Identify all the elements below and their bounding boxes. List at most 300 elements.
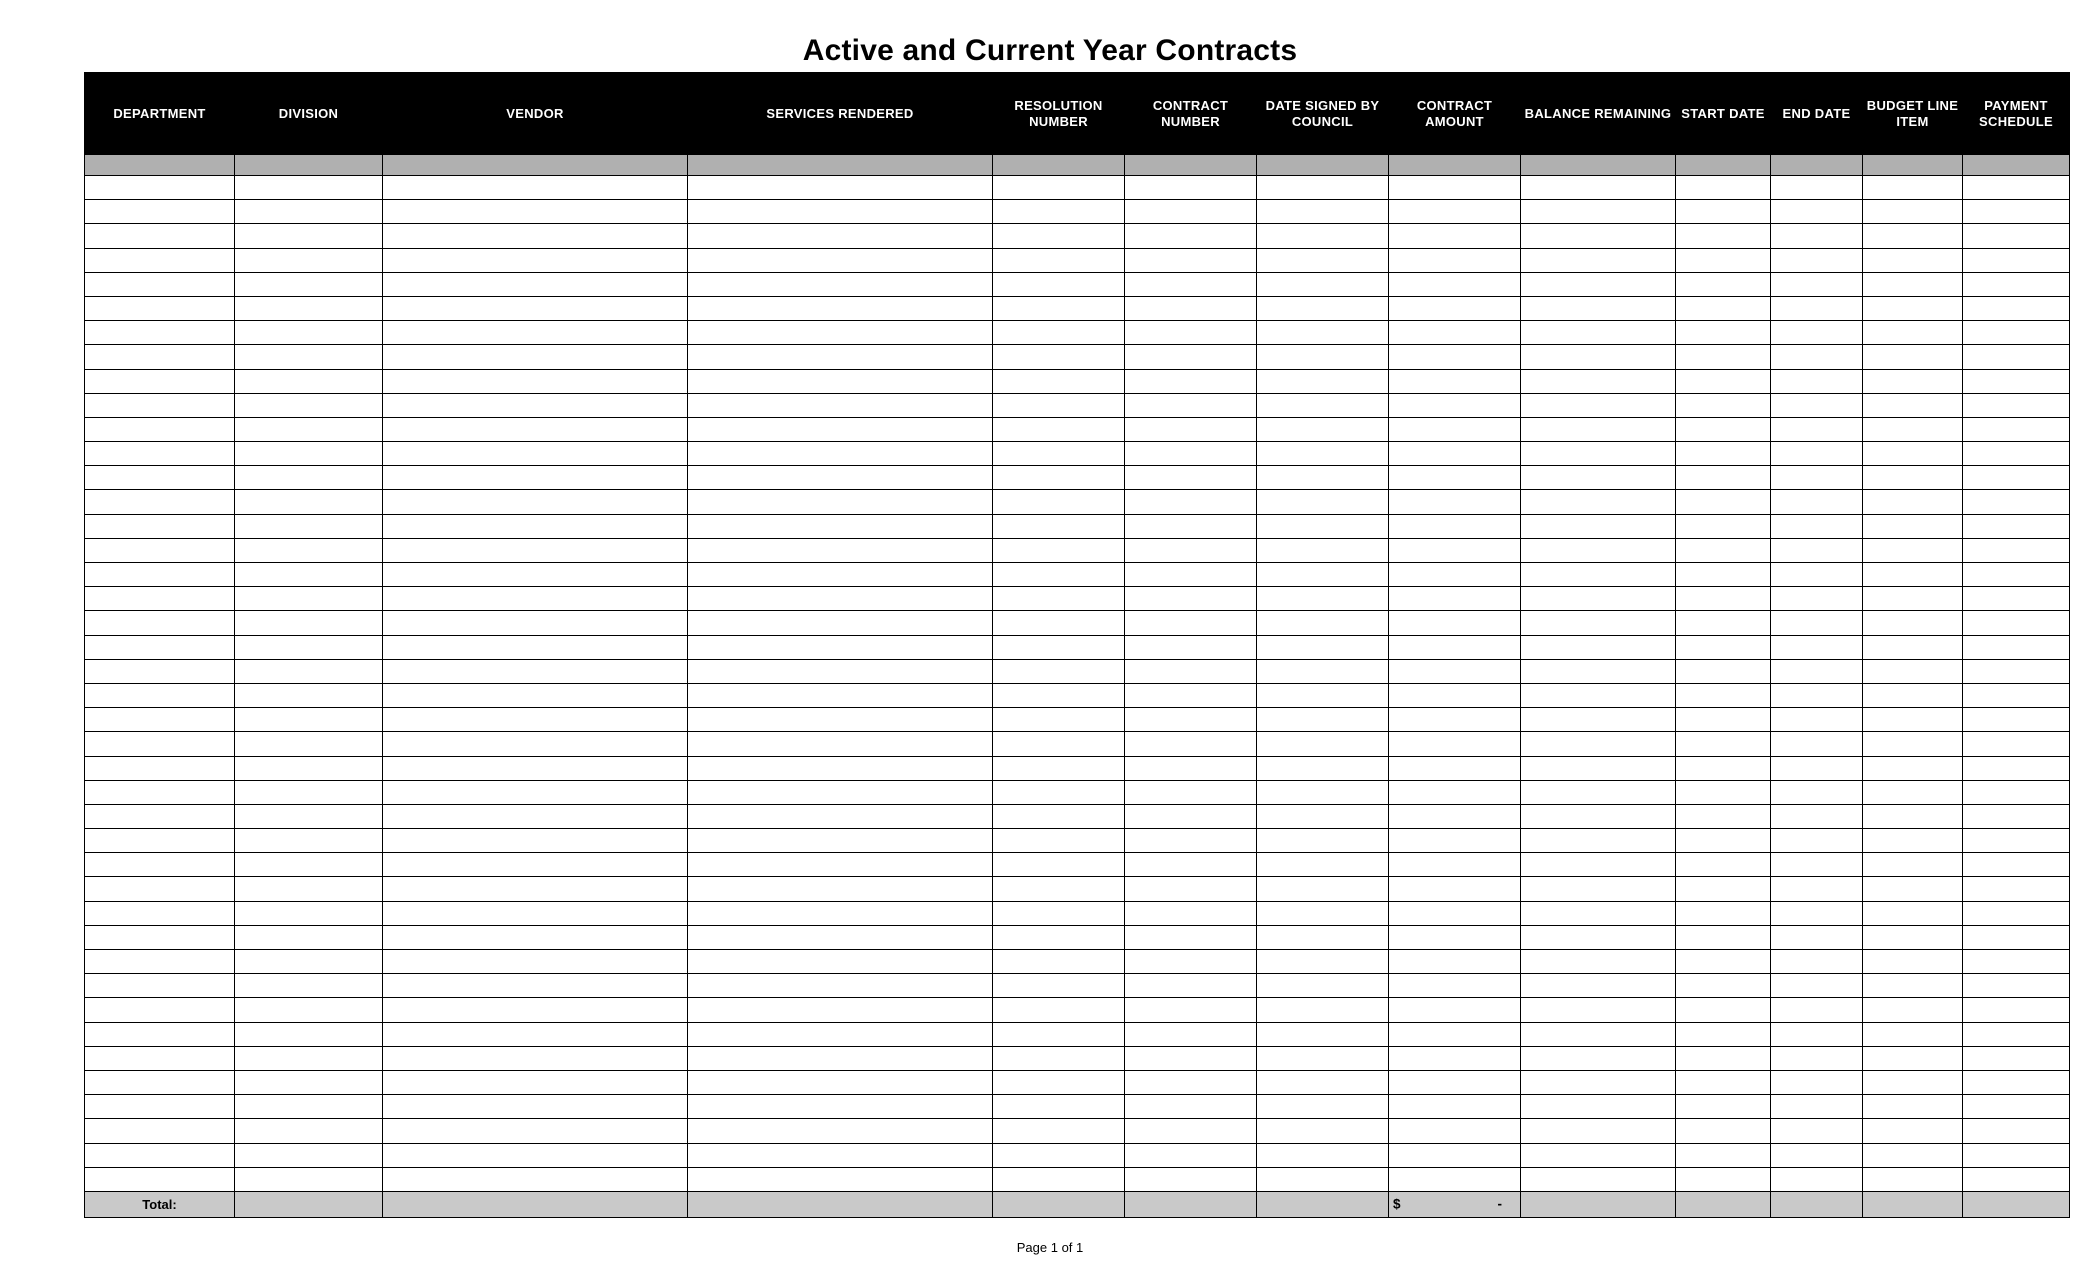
table-cell[interactable]	[1521, 1046, 1676, 1070]
table-cell[interactable]	[235, 393, 383, 417]
table-row[interactable]	[85, 345, 2070, 369]
table-cell[interactable]	[235, 780, 383, 804]
table-cell[interactable]	[1389, 200, 1521, 224]
table-cell[interactable]	[1389, 1167, 1521, 1191]
table-cell[interactable]	[383, 538, 688, 562]
table-cell[interactable]	[383, 804, 688, 828]
table-cell[interactable]	[1521, 417, 1676, 441]
table-cell[interactable]	[993, 1022, 1125, 1046]
table-cell[interactable]	[1521, 1095, 1676, 1119]
table-cell[interactable]	[688, 780, 993, 804]
table-cell[interactable]	[993, 200, 1125, 224]
table-cell[interactable]	[1676, 490, 1771, 514]
table-cell[interactable]	[383, 974, 688, 998]
table-cell[interactable]	[1521, 1022, 1676, 1046]
table-cell[interactable]	[85, 1143, 235, 1167]
table-cell[interactable]	[688, 321, 993, 345]
table-cell[interactable]	[1521, 272, 1676, 296]
table-cell[interactable]	[235, 1143, 383, 1167]
table-cell[interactable]	[1963, 272, 2070, 296]
table-cell[interactable]	[85, 563, 235, 587]
table-cell[interactable]	[1963, 1143, 2070, 1167]
table-cell[interactable]	[1676, 683, 1771, 707]
table-cell[interactable]	[1771, 829, 1863, 853]
table-cell[interactable]	[1963, 248, 2070, 272]
table-cell[interactable]	[688, 345, 993, 369]
table-cell[interactable]	[1863, 1143, 1963, 1167]
table-cell[interactable]	[1521, 442, 1676, 466]
table-cell[interactable]	[1125, 1070, 1257, 1094]
table-cell[interactable]	[383, 780, 688, 804]
table-cell[interactable]	[1125, 248, 1257, 272]
table-cell[interactable]	[1389, 683, 1521, 707]
table-cell[interactable]	[235, 635, 383, 659]
table-cell[interactable]	[1963, 321, 2070, 345]
table-cell[interactable]	[1389, 853, 1521, 877]
table-cell[interactable]	[993, 829, 1125, 853]
table-cell[interactable]	[1676, 176, 1771, 200]
table-cell[interactable]	[383, 756, 688, 780]
table-cell[interactable]	[1771, 538, 1863, 562]
table-cell[interactable]	[1389, 1095, 1521, 1119]
table-cell[interactable]	[1521, 1070, 1676, 1094]
table-cell[interactable]	[1389, 466, 1521, 490]
table-row[interactable]	[85, 901, 2070, 925]
table-cell[interactable]	[85, 1046, 235, 1070]
table-cell[interactable]	[1863, 538, 1963, 562]
table-cell[interactable]	[688, 683, 993, 707]
table-cell[interactable]	[1771, 804, 1863, 828]
table-cell[interactable]	[1389, 321, 1521, 345]
table-cell[interactable]	[1125, 490, 1257, 514]
table-cell[interactable]	[1125, 611, 1257, 635]
table-cell[interactable]	[1521, 925, 1676, 949]
table-cell[interactable]	[1676, 708, 1771, 732]
table-cell[interactable]	[993, 611, 1125, 635]
table-cell[interactable]	[688, 248, 993, 272]
table-row[interactable]	[85, 635, 2070, 659]
table-cell[interactable]	[1125, 877, 1257, 901]
table-cell[interactable]	[1521, 1167, 1676, 1191]
table-cell[interactable]	[383, 296, 688, 320]
table-cell[interactable]	[1963, 466, 2070, 490]
table-cell[interactable]	[1771, 417, 1863, 441]
table-cell[interactable]	[1963, 683, 2070, 707]
table-cell[interactable]	[85, 369, 235, 393]
table-cell[interactable]	[688, 611, 993, 635]
table-cell[interactable]	[85, 853, 235, 877]
table-cell[interactable]	[1863, 345, 1963, 369]
table-cell[interactable]	[1963, 442, 2070, 466]
table-cell[interactable]	[1257, 248, 1389, 272]
table-cell[interactable]	[1125, 200, 1257, 224]
table-cell[interactable]	[235, 417, 383, 441]
table-cell[interactable]	[1389, 756, 1521, 780]
table-cell[interactable]	[1389, 563, 1521, 587]
table-cell[interactable]	[1963, 1119, 2070, 1143]
table-cell[interactable]	[85, 925, 235, 949]
table-cell[interactable]	[1257, 200, 1389, 224]
table-cell[interactable]	[1863, 466, 1963, 490]
table-cell[interactable]	[1521, 393, 1676, 417]
table-cell[interactable]	[688, 490, 993, 514]
table-cell[interactable]	[688, 708, 993, 732]
table-cell[interactable]	[1963, 490, 2070, 514]
table-cell[interactable]	[1863, 1167, 1963, 1191]
table-cell[interactable]	[993, 683, 1125, 707]
table-cell[interactable]	[1676, 974, 1771, 998]
table-cell[interactable]	[383, 272, 688, 296]
table-cell[interactable]	[1389, 224, 1521, 248]
table-cell[interactable]	[1863, 514, 1963, 538]
table-cell[interactable]	[1863, 1119, 1963, 1143]
table-cell[interactable]	[1125, 659, 1257, 683]
table-cell[interactable]	[1676, 272, 1771, 296]
table-cell[interactable]	[1257, 587, 1389, 611]
table-cell[interactable]	[383, 1119, 688, 1143]
table-cell[interactable]	[85, 611, 235, 635]
table-cell[interactable]	[1257, 1119, 1389, 1143]
table-cell[interactable]	[688, 1022, 993, 1046]
table-cell[interactable]	[85, 998, 235, 1022]
table-cell[interactable]	[235, 514, 383, 538]
table-cell[interactable]	[1676, 1095, 1771, 1119]
table-cell[interactable]	[1521, 780, 1676, 804]
table-cell[interactable]	[1771, 611, 1863, 635]
table-cell[interactable]	[1257, 466, 1389, 490]
table-cell[interactable]	[1521, 998, 1676, 1022]
table-cell[interactable]	[1771, 393, 1863, 417]
table-cell[interactable]	[1676, 611, 1771, 635]
table-cell[interactable]	[1125, 296, 1257, 320]
table-cell[interactable]	[235, 877, 383, 901]
table-cell[interactable]	[1521, 224, 1676, 248]
table-cell[interactable]	[1125, 393, 1257, 417]
table-cell[interactable]	[1863, 417, 1963, 441]
table-cell[interactable]	[235, 829, 383, 853]
table-cell[interactable]	[383, 248, 688, 272]
table-cell[interactable]	[1125, 466, 1257, 490]
table-cell[interactable]	[993, 393, 1125, 417]
table-cell[interactable]	[993, 514, 1125, 538]
table-row[interactable]	[85, 200, 2070, 224]
table-row[interactable]	[85, 611, 2070, 635]
table-cell[interactable]	[235, 200, 383, 224]
table-cell[interactable]	[85, 466, 235, 490]
table-cell[interactable]	[1676, 442, 1771, 466]
table-cell[interactable]	[235, 1167, 383, 1191]
table-cell[interactable]	[1389, 369, 1521, 393]
table-cell[interactable]	[1771, 345, 1863, 369]
table-cell[interactable]	[85, 224, 235, 248]
table-cell[interactable]	[1257, 345, 1389, 369]
table-cell[interactable]	[85, 829, 235, 853]
table-row[interactable]	[85, 829, 2070, 853]
table-cell[interactable]	[1676, 780, 1771, 804]
table-cell[interactable]	[383, 635, 688, 659]
table-row[interactable]	[85, 538, 2070, 562]
table-cell[interactable]	[85, 1022, 235, 1046]
table-cell[interactable]	[1863, 393, 1963, 417]
table-cell[interactable]	[1521, 950, 1676, 974]
table-cell[interactable]	[1125, 1167, 1257, 1191]
table-row[interactable]	[85, 296, 2070, 320]
table-cell[interactable]	[688, 635, 993, 659]
table-cell[interactable]	[993, 176, 1125, 200]
table-cell[interactable]	[1676, 1119, 1771, 1143]
table-cell[interactable]	[993, 877, 1125, 901]
table-cell[interactable]	[1771, 248, 1863, 272]
table-cell[interactable]	[1863, 442, 1963, 466]
table-cell[interactable]	[1676, 635, 1771, 659]
table-cell[interactable]	[85, 296, 235, 320]
table-cell[interactable]	[1771, 1143, 1863, 1167]
table-cell[interactable]	[1863, 683, 1963, 707]
table-cell[interactable]	[1521, 732, 1676, 756]
table-cell[interactable]	[1521, 804, 1676, 828]
table-cell[interactable]	[1125, 538, 1257, 562]
table-cell[interactable]	[1125, 176, 1257, 200]
table-row[interactable]	[85, 780, 2070, 804]
table-cell[interactable]	[1963, 200, 2070, 224]
table-cell[interactable]	[1676, 563, 1771, 587]
table-cell[interactable]	[1863, 369, 1963, 393]
table-cell[interactable]	[235, 708, 383, 732]
table-cell[interactable]	[235, 732, 383, 756]
table-cell[interactable]	[1125, 417, 1257, 441]
table-cell[interactable]	[1963, 611, 2070, 635]
table-cell[interactable]	[1676, 756, 1771, 780]
table-cell[interactable]	[1125, 635, 1257, 659]
table-cell[interactable]	[1257, 417, 1389, 441]
table-cell[interactable]	[235, 611, 383, 635]
table-cell[interactable]	[85, 732, 235, 756]
table-cell[interactable]	[383, 611, 688, 635]
table-row[interactable]	[85, 877, 2070, 901]
table-cell[interactable]	[1125, 587, 1257, 611]
table-cell[interactable]	[235, 659, 383, 683]
table-cell[interactable]	[1125, 732, 1257, 756]
table-cell[interactable]	[1521, 1143, 1676, 1167]
table-cell[interactable]	[1771, 853, 1863, 877]
table-cell[interactable]	[1963, 998, 2070, 1022]
table-cell[interactable]	[1125, 442, 1257, 466]
table-cell[interactable]	[1521, 587, 1676, 611]
table-cell[interactable]	[1863, 272, 1963, 296]
table-cell[interactable]	[688, 950, 993, 974]
table-cell[interactable]	[1771, 296, 1863, 320]
table-cell[interactable]	[383, 829, 688, 853]
table-cell[interactable]	[1125, 708, 1257, 732]
table-row[interactable]	[85, 683, 2070, 707]
table-cell[interactable]	[1389, 296, 1521, 320]
table-cell[interactable]	[235, 683, 383, 707]
table-cell[interactable]	[1521, 1119, 1676, 1143]
table-row[interactable]	[85, 224, 2070, 248]
table-cell[interactable]	[1963, 587, 2070, 611]
table-cell[interactable]	[383, 1095, 688, 1119]
table-cell[interactable]	[1389, 708, 1521, 732]
table-cell[interactable]	[1771, 587, 1863, 611]
table-cell[interactable]	[1963, 635, 2070, 659]
table-row[interactable]	[85, 369, 2070, 393]
table-cell[interactable]	[1863, 1022, 1963, 1046]
table-cell[interactable]	[1125, 950, 1257, 974]
table-cell[interactable]	[1125, 925, 1257, 949]
table-row[interactable]	[85, 272, 2070, 296]
table-cell[interactable]	[235, 998, 383, 1022]
table-cell[interactable]	[688, 272, 993, 296]
table-cell[interactable]	[1257, 925, 1389, 949]
table-row[interactable]	[85, 1046, 2070, 1070]
table-cell[interactable]	[383, 369, 688, 393]
table-cell[interactable]	[1963, 950, 2070, 974]
table-cell[interactable]	[1963, 538, 2070, 562]
table-cell[interactable]	[1863, 780, 1963, 804]
table-cell[interactable]	[1863, 248, 1963, 272]
table-cell[interactable]	[1863, 611, 1963, 635]
table-cell[interactable]	[1389, 1143, 1521, 1167]
table-cell[interactable]	[1389, 490, 1521, 514]
table-row[interactable]	[85, 1095, 2070, 1119]
table-cell[interactable]	[1771, 1022, 1863, 1046]
table-row[interactable]	[85, 393, 2070, 417]
table-cell[interactable]	[993, 1143, 1125, 1167]
table-cell[interactable]	[1389, 442, 1521, 466]
table-row[interactable]	[85, 1119, 2070, 1143]
table-cell[interactable]	[1963, 1167, 2070, 1191]
table-cell[interactable]	[1125, 974, 1257, 998]
table-cell[interactable]	[993, 321, 1125, 345]
table-cell[interactable]	[1389, 1119, 1521, 1143]
table-cell[interactable]	[688, 442, 993, 466]
table-cell[interactable]	[1125, 1119, 1257, 1143]
table-cell[interactable]	[85, 345, 235, 369]
table-cell[interactable]	[1676, 369, 1771, 393]
table-cell[interactable]	[85, 442, 235, 466]
table-row[interactable]	[85, 756, 2070, 780]
table-cell[interactable]	[1771, 563, 1863, 587]
table-cell[interactable]	[1389, 1070, 1521, 1094]
table-cell[interactable]	[383, 224, 688, 248]
table-cell[interactable]	[1771, 176, 1863, 200]
table-cell[interactable]	[688, 1070, 993, 1094]
table-cell[interactable]	[993, 224, 1125, 248]
table-cell[interactable]	[993, 538, 1125, 562]
table-cell[interactable]	[993, 272, 1125, 296]
table-cell[interactable]	[1257, 756, 1389, 780]
table-cell[interactable]	[1257, 708, 1389, 732]
table-cell[interactable]	[383, 466, 688, 490]
table-cell[interactable]	[688, 563, 993, 587]
table-cell[interactable]	[1963, 974, 2070, 998]
table-cell[interactable]	[1771, 1119, 1863, 1143]
table-row[interactable]	[85, 1167, 2070, 1191]
table-cell[interactable]	[1521, 538, 1676, 562]
table-row[interactable]	[85, 998, 2070, 1022]
table-cell[interactable]	[85, 756, 235, 780]
table-cell[interactable]	[688, 1046, 993, 1070]
table-cell[interactable]	[1771, 490, 1863, 514]
table-cell[interactable]	[1863, 200, 1963, 224]
table-cell[interactable]	[383, 732, 688, 756]
table-cell[interactable]	[85, 393, 235, 417]
table-cell[interactable]	[1676, 853, 1771, 877]
table-cell[interactable]	[235, 756, 383, 780]
table-cell[interactable]	[993, 901, 1125, 925]
table-cell[interactable]	[1257, 1046, 1389, 1070]
table-cell[interactable]	[1389, 272, 1521, 296]
table-cell[interactable]	[1257, 635, 1389, 659]
table-cell[interactable]	[1676, 538, 1771, 562]
table-cell[interactable]	[688, 732, 993, 756]
table-cell[interactable]	[1963, 708, 2070, 732]
table-cell[interactable]	[993, 708, 1125, 732]
table-cell[interactable]	[1863, 659, 1963, 683]
table-row[interactable]	[85, 176, 2070, 200]
table-cell[interactable]	[383, 901, 688, 925]
table-cell[interactable]	[1963, 393, 2070, 417]
table-cell[interactable]	[1676, 1070, 1771, 1094]
table-cell[interactable]	[1257, 732, 1389, 756]
table-cell[interactable]	[1863, 853, 1963, 877]
table-cell[interactable]	[1125, 345, 1257, 369]
table-cell[interactable]	[1963, 780, 2070, 804]
table-cell[interactable]	[1963, 1022, 2070, 1046]
table-cell[interactable]	[993, 1046, 1125, 1070]
table-cell[interactable]	[85, 200, 235, 224]
table-cell[interactable]	[1863, 490, 1963, 514]
table-cell[interactable]	[993, 345, 1125, 369]
table-row[interactable]	[85, 490, 2070, 514]
table-cell[interactable]	[85, 708, 235, 732]
table-cell[interactable]	[688, 466, 993, 490]
table-cell[interactable]	[688, 925, 993, 949]
table-cell[interactable]	[1771, 1046, 1863, 1070]
table-cell[interactable]	[1771, 224, 1863, 248]
table-cell[interactable]	[1389, 780, 1521, 804]
table-cell[interactable]	[1125, 829, 1257, 853]
table-cell[interactable]	[688, 901, 993, 925]
table-cell[interactable]	[1257, 321, 1389, 345]
table-cell[interactable]	[85, 176, 235, 200]
table-cell[interactable]	[688, 756, 993, 780]
table-cell[interactable]	[1771, 466, 1863, 490]
table-cell[interactable]	[688, 829, 993, 853]
table-cell[interactable]	[993, 490, 1125, 514]
table-cell[interactable]	[1863, 587, 1963, 611]
table-cell[interactable]	[235, 176, 383, 200]
table-cell[interactable]	[688, 538, 993, 562]
table-cell[interactable]	[1963, 1046, 2070, 1070]
table-row[interactable]	[85, 1022, 2070, 1046]
table-cell[interactable]	[1521, 877, 1676, 901]
table-cell[interactable]	[1676, 587, 1771, 611]
table-cell[interactable]	[235, 538, 383, 562]
table-cell[interactable]	[383, 1022, 688, 1046]
table-cell[interactable]	[688, 176, 993, 200]
table-cell[interactable]	[1676, 393, 1771, 417]
table-cell[interactable]	[1389, 659, 1521, 683]
table-cell[interactable]	[1771, 683, 1863, 707]
table-cell[interactable]	[235, 466, 383, 490]
table-cell[interactable]	[1676, 1046, 1771, 1070]
table-cell[interactable]	[688, 224, 993, 248]
table-cell[interactable]	[85, 587, 235, 611]
table-cell[interactable]	[1257, 1022, 1389, 1046]
table-cell[interactable]	[1963, 877, 2070, 901]
table-cell[interactable]	[1676, 901, 1771, 925]
